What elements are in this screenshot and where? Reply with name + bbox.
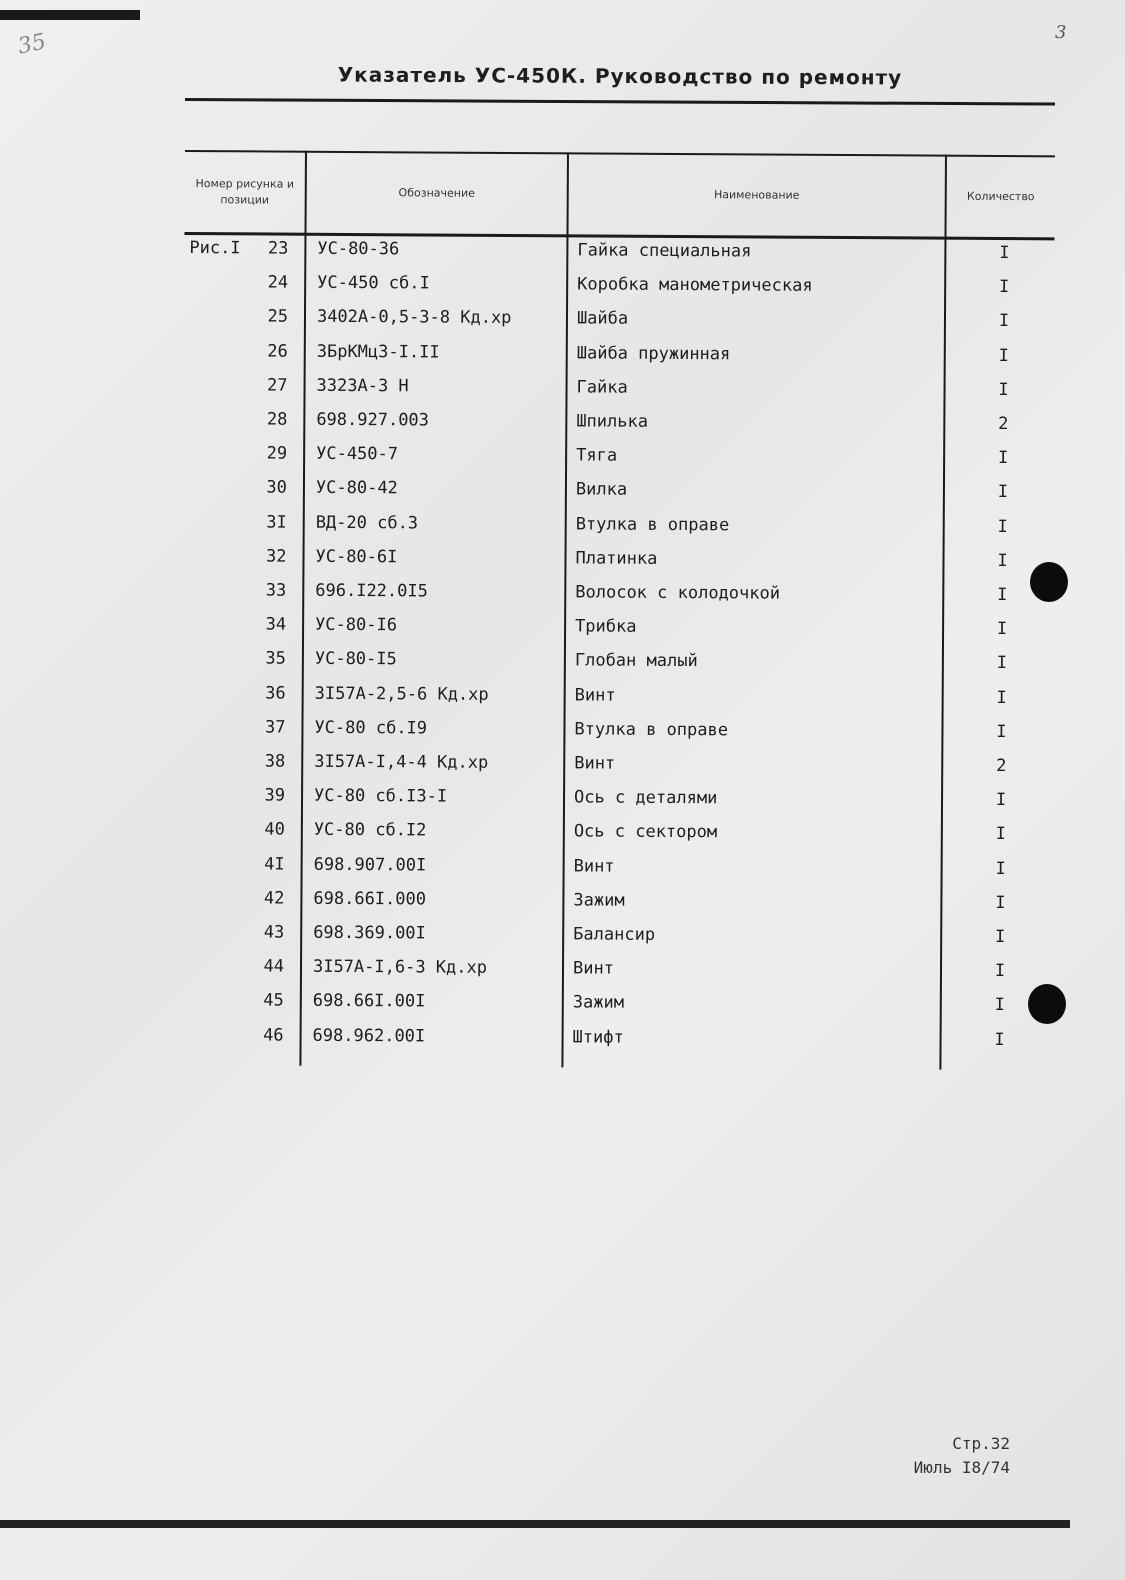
- position-number: 3I: [266, 512, 287, 533]
- designation-code: 698.962.00I: [312, 1025, 426, 1047]
- position-number: 26: [267, 341, 288, 362]
- quantity-value: I: [994, 961, 1006, 982]
- quantity-value: I: [995, 926, 1006, 948]
- table-row: [183, 403, 1053, 442]
- position-number: 24: [267, 272, 289, 293]
- designation-code: УС-450-7: [316, 443, 399, 465]
- table-row: [183, 437, 1053, 476]
- part-name: Гайка: [576, 377, 628, 398]
- part-name: Зажим: [572, 992, 625, 1014]
- punch-hole: [1028, 984, 1066, 1024]
- designation-code: 3323А-3 Н: [316, 375, 409, 397]
- table-row: [180, 882, 1050, 921]
- pencil-mark-page: 3: [1055, 22, 1067, 43]
- table-row: [184, 300, 1054, 339]
- position-number: 37: [264, 717, 286, 738]
- page-number: Стр.32: [952, 1434, 1010, 1453]
- document-title: Указатель УС-450К. Руководство по ремонту: [337, 62, 903, 90]
- quantity-value: I: [994, 1029, 1005, 1050]
- designation-code: УС-80-6I: [315, 546, 398, 568]
- table-row: [183, 369, 1053, 408]
- part-name: Винт: [573, 855, 615, 877]
- table-row: [180, 984, 1050, 1023]
- quantity-value: I: [995, 892, 1006, 913]
- table-row: [184, 266, 1054, 305]
- quantity-value: I: [996, 721, 1007, 742]
- position-number: 43: [263, 922, 285, 943]
- table-row: [181, 848, 1051, 887]
- position-number: 35: [265, 648, 286, 670]
- part-name: Втулка в оправе: [574, 719, 729, 741]
- quantity-value: I: [998, 345, 1009, 366]
- position-number: 44: [263, 956, 285, 977]
- position-number: 30: [266, 477, 287, 499]
- table-row: [181, 711, 1051, 750]
- header-position: Номер рисунка и позиции: [195, 176, 295, 207]
- table-row: [181, 813, 1051, 852]
- designation-code: 3I57А-2,5-6 Кд.хр: [314, 683, 489, 705]
- quantity-value: I: [995, 824, 1007, 845]
- designation-code: УС-80-36: [317, 238, 400, 260]
- parts-table: [179, 150, 1055, 1075]
- quantity-value: 2: [998, 413, 1009, 435]
- quantity-value: I: [995, 790, 1007, 811]
- revision-date: Июль I8/74: [913, 1458, 1010, 1477]
- part-name: Тяга: [576, 445, 618, 466]
- quantity-value: I: [999, 242, 1010, 264]
- designation-code: УС-80-42: [315, 478, 398, 499]
- table-row: [184, 232, 1054, 271]
- quantity-value: I: [997, 448, 1009, 469]
- part-name: Винт: [574, 753, 616, 774]
- position-number: 27: [267, 375, 288, 396]
- quantity-value: I: [996, 653, 1008, 674]
- table-row: [180, 950, 1050, 989]
- quantity-value: I: [997, 550, 1008, 571]
- quantity-value: I: [997, 516, 1008, 537]
- position-number: 39: [264, 785, 286, 806]
- page-footer: [880, 1432, 1010, 1480]
- position-number: 28: [266, 409, 288, 430]
- quantity-value: 2: [996, 755, 1007, 777]
- position-number: 32: [265, 546, 287, 567]
- designation-code: УС-80 сб.I3-I: [313, 785, 448, 807]
- position-number: 33: [265, 580, 287, 601]
- position-number: 45: [263, 990, 284, 1012]
- designation-code: 698.66I.000: [313, 888, 427, 910]
- part-name: Ось с деталями: [573, 787, 718, 809]
- designation-code: 696.I22.0I5: [315, 580, 428, 602]
- position-number: 46: [263, 1025, 284, 1046]
- part-name: Платинка: [575, 548, 658, 569]
- part-name: Втулка в оправе: [575, 513, 730, 535]
- header-quantity: Количество: [966, 189, 1035, 203]
- position-number: 25: [267, 306, 289, 328]
- part-name: Коробка манометрическая: [577, 274, 813, 297]
- part-name: Волосок с колодочкой: [575, 582, 781, 604]
- header-designation: Обозначение: [398, 186, 475, 200]
- position-number: 23: [267, 238, 289, 259]
- figure-ref: Рис.I: [189, 238, 241, 259]
- table-row: [183, 506, 1053, 545]
- position-number: 29: [266, 443, 288, 464]
- designation-code: 3I57А-I,4-4 Кд.хр: [314, 751, 489, 773]
- position-number: 42: [263, 888, 285, 909]
- table-row: [182, 608, 1052, 647]
- scan-edge-top: [0, 10, 140, 20]
- designation-code: УС-80 сб.I2: [313, 820, 427, 841]
- designation-code: ВД-20 сб.3: [315, 512, 419, 534]
- table-row: [184, 335, 1054, 374]
- position-number: 34: [265, 614, 287, 635]
- position-number: 4I: [264, 854, 285, 875]
- position-number: 36: [265, 683, 286, 704]
- quantity-value: I: [996, 687, 1007, 708]
- part-name: Глобан малый: [574, 650, 698, 672]
- quantity-value: I: [998, 311, 1010, 332]
- part-name: Балансир: [573, 924, 656, 945]
- part-name: Зажим: [573, 890, 625, 911]
- designation-code: 3БрКМц3-I.II: [316, 341, 440, 363]
- part-name: Шпилька: [576, 411, 649, 432]
- quantity-value: I: [997, 584, 1008, 606]
- scan-edge-bottom: [0, 1520, 1070, 1528]
- header-name: Наименование: [713, 187, 800, 202]
- table-row: [180, 916, 1050, 955]
- part-name: Шайба: [576, 308, 629, 330]
- punch-hole: [1030, 562, 1068, 602]
- designation-code: УС-80-I6: [315, 614, 398, 636]
- part-name: Вилка: [575, 479, 628, 501]
- designation-code: 3I57А-I,6-3 Кд.хр: [312, 956, 488, 979]
- quantity-value: I: [995, 858, 1006, 879]
- designation-code: 698.927.003: [316, 409, 430, 431]
- quantity-value: I: [998, 277, 1010, 298]
- designation-code: 698.369.00I: [313, 922, 426, 944]
- table-row: [179, 1019, 1049, 1058]
- position-number: 38: [264, 751, 286, 772]
- designation-code: УС-450 сб.I: [317, 272, 430, 294]
- part-name: Шайба пружинная: [576, 342, 731, 364]
- part-name: Штифт: [572, 1026, 624, 1048]
- table-row: [183, 471, 1053, 510]
- designation-code: УС-80-I5: [314, 649, 397, 670]
- table-row: [182, 540, 1052, 579]
- part-name: Винт: [572, 958, 615, 979]
- quantity-value: I: [998, 379, 1009, 400]
- position-number: 40: [264, 819, 285, 841]
- designation-code: 3402А-0,5-3-8 Кд.хр: [316, 307, 512, 329]
- part-name: Ось с сектором: [573, 821, 718, 843]
- table-row: [182, 677, 1052, 716]
- designation-code: 698.66I.00I: [312, 991, 426, 1012]
- pencil-mark-corner: 35: [15, 29, 49, 60]
- table-row: [181, 745, 1051, 784]
- designation-code: 698.907.00I: [313, 854, 427, 876]
- table-row: [181, 779, 1051, 818]
- part-name: Трибка: [575, 616, 637, 637]
- part-name: Гайка специальная: [577, 240, 752, 262]
- designation-code: УС-80 сб.I9: [314, 717, 428, 739]
- table-row: [182, 642, 1052, 681]
- quantity-value: I: [997, 482, 1009, 503]
- part-name: Винт: [574, 684, 616, 706]
- quantity-value: I: [994, 995, 1005, 1016]
- table-row: [182, 574, 1052, 613]
- title-rule: [185, 98, 1055, 106]
- quantity-value: I: [996, 619, 1008, 640]
